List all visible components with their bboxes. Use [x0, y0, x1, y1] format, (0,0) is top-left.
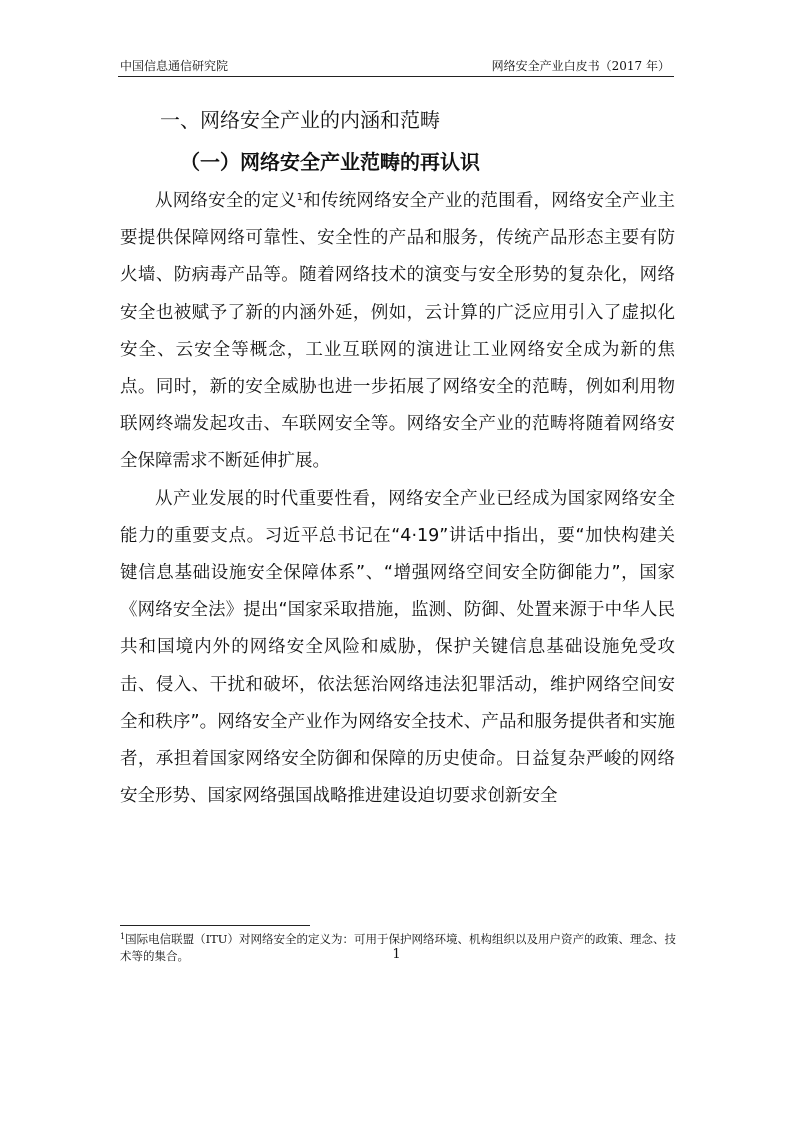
paragraph-1-rest: 和传统网络安全产业的范围看，网络安全产业主要提供保障网络可靠性、安全性的产品和服务，传统产品形态主要有防火墙、防病毒产品等。随着网络技术的演变与安全形势的复杂化，网络安全也被赋予了新的内涵外延，例如，云计算的广泛应用引入了虚拟化安全、云安全等概念，工业互联网的演进让工业网络安全成为新的焦点。同时，新的安全威胁也进一步拓展了网络安全的范畴，例如利用物联网终端发起攻击、车联网安全等。网络安全产业的范畴将随着网络安全保障需求不断延伸扩展。	[120, 191, 676, 472]
body-text	[120, 183, 675, 815]
header-document-title: 网络安全产业白皮书（2017 年）	[491, 59, 670, 73]
section-title: 一、网络安全产业的内涵和范畴	[160, 108, 440, 132]
footnote-reference[interactable]: 1	[296, 192, 304, 203]
footnote-divider	[120, 925, 310, 926]
footnote-marker: 1	[120, 932, 126, 941]
page-header	[118, 55, 674, 77]
paragraph-1	[120, 183, 675, 481]
header-organization: 中国信息通信研究院	[120, 59, 229, 73]
page-number: 1	[392, 947, 401, 962]
paragraph-1-start: 从网络安全的定义	[155, 191, 297, 211]
paragraph-2: 从产业发展的时代重要性看，网络安全产业已经成为国家网络安全能力的重要支点。习近平总书记在“4·19”讲话中指出，要“加快构建关键信息基础设施安全保障体系”、“增强网络空间安全防御能力”，国家《网络安全法》提出“国家采取措施，监测、防御、处置来源于中华人民共和国境内外的网络安全风险和威胁，保护关键信息基础设施免受攻击、侵入、干扰和破坏，依法惩治网络违法犯罪活动，维护网络空间安全和秩序”。网络安全产业作为网络安全技术、产品和服务提供者和实施者，承担着国家网络安全防御和保障的历史使命。日益复杂严峻的网络安全形势、国家网络强国战略推进建设迫切要求创新安全	[120, 488, 675, 807]
footnote-text: 国际电信联盟（ITU）对网络安全的定义为：可用于保护网络环境、机构组织以及用户资产的政策、理念、技术等的集合。	[120, 932, 676, 963]
subsection-title: （一）网络安全产业范畴的再认识	[180, 150, 480, 174]
